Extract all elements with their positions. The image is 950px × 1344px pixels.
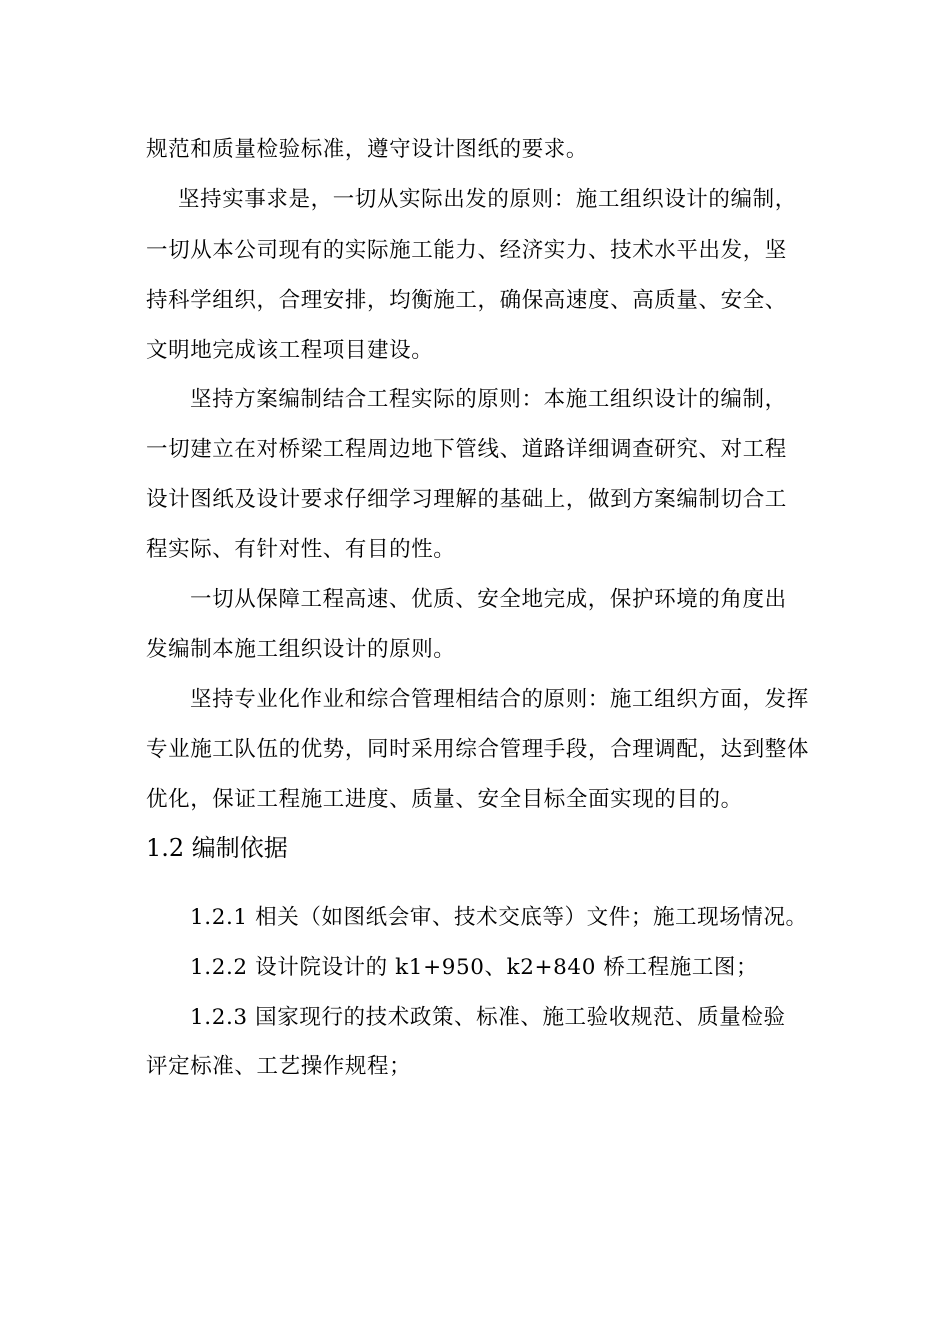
text-line: 规范和质量检验标准，遵守设计图纸的要求。 xyxy=(146,137,589,162)
basis-line: 评定标准、工艺操作规程； xyxy=(146,1054,412,1079)
text-line: 一切从保障工程高速、优质、安全地完成，保护环境的角度出 xyxy=(190,587,787,612)
text-line: 文明地完成该工程项目建设。 xyxy=(146,338,434,363)
section-heading: 1.2 编制依据 xyxy=(146,834,288,862)
text-line: 坚持方案编制结合工程实际的原则：本施工组织设计的编制， xyxy=(190,387,787,412)
text-line: 一切从本公司现有的实际施工能力、经济实力、技术水平出发，坚 xyxy=(146,238,787,263)
text-line: 优化，保证工程施工进度、质量、安全目标全面实现的目的。 xyxy=(146,787,743,812)
text-line: 专业施工队伍的优势，同时采用综合管理手段，合理调配，达到整体 xyxy=(146,737,810,762)
text-line: 发编制本施工组织设计的原则。 xyxy=(146,637,456,662)
text-line: 程实际、有针对性、有目的性。 xyxy=(146,537,456,562)
text-line: 一切建立在对桥梁工程周边地下管线、道路详细调查研究、对工程 xyxy=(146,437,787,462)
text-line: 设计图纸及设计要求仔细学习理解的基础上，做到方案编制切合工 xyxy=(146,487,787,512)
basis-line: 1.2.2 设计院设计的 k1+950、k2+840 桥工程施工图； xyxy=(190,955,759,980)
text-line: 持科学组织，合理安排，均衡施工，确保高速度、高质量、安全、 xyxy=(146,288,787,313)
basis-line: 1.2.3 国家现行的技术政策、标准、施工验收规范、质量检验 xyxy=(190,1005,786,1030)
basis-line: 1.2.1 相关（如图纸会审、技术交底等）文件；施工现场情况。 xyxy=(190,905,808,930)
text-line: 坚持专业化作业和综合管理相结合的原则：施工组织方面，发挥 xyxy=(190,687,809,712)
text-line: 坚持实事求是，一切从实际出发的原则：施工组织设计的编制， xyxy=(178,187,797,212)
